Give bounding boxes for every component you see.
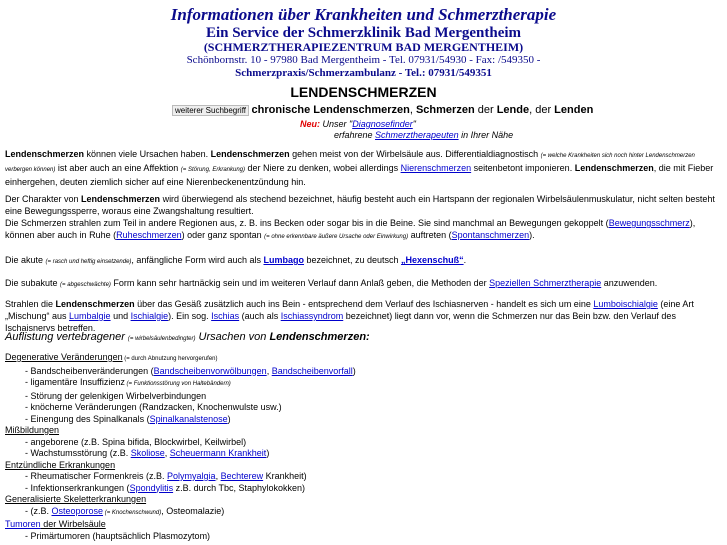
ruheschmerzen-link[interactable]: Ruheschmerzen [116, 230, 182, 240]
bold-term: Lendenschmerzen [81, 194, 161, 204]
text: - Rheumatischer Formenkreis (z.B. [25, 471, 168, 481]
bechterew-link[interactable]: Bechterew [220, 471, 264, 481]
text: bezeichnet, zu deutsch [303, 255, 402, 265]
text: über das Gesäß zusätzlich auch ins Bein - entsprechend dem Verlauf des Ischiasnerven - handelt es sich um eine [134, 299, 594, 309]
text: Auflistung vertebragener [5, 331, 128, 343]
paragraph-subacute [5, 277, 720, 291]
bold-term: Lendenschmerzen [5, 149, 85, 159]
ischiassyndrom-link[interactable]: Ischiassyndrom [280, 311, 344, 321]
paragraph-acute [5, 254, 720, 268]
explanation: (= rasch und heftig einsetzende) [45, 259, 132, 265]
explanation: (= ohne erkennbare äußere Ursache oder Einwirkung) [264, 234, 409, 240]
bandscheibenvorfall-link[interactable]: Bandscheibenvorfall [271, 365, 353, 376]
list-group [5, 352, 720, 366]
lumboischialgie-link[interactable]: Lumboischialgie [593, 299, 658, 309]
list-group [5, 460, 720, 472]
ischias-link[interactable]: Ischias [211, 311, 240, 321]
skoliose-link[interactable]: Skoliose [130, 448, 165, 458]
search-term: Schmerzen [415, 104, 475, 116]
banner-address: Schönbornstr. 10 - 97980 Bad Mergentheim - Tel. 07931/54930 - Fax: /549350 - [186, 54, 541, 66]
text: - (z.B. [25, 505, 52, 516]
text: ), können aber auch in Ruhe ( [5, 218, 696, 240]
text: seitenbetont imponieren. [471, 163, 575, 173]
list-item [5, 377, 720, 391]
explanation: (= Knochenschwund) [103, 509, 162, 516]
text: " [412, 119, 416, 129]
paragraph-causes [5, 148, 720, 188]
explanation: (= abgeschwächte) [60, 282, 111, 288]
causes-list [5, 352, 720, 542]
explanation: (= Funktionsstörung von Haltebändern) [124, 381, 231, 387]
text: ) oder ganz spontan [181, 230, 265, 240]
hexenschuss-link[interactable]: „Hexenschuß“ [401, 255, 464, 265]
bold-term: Lendenschmerzen [55, 299, 135, 309]
nierenschmerzen-link[interactable]: Nierenschmerzen [400, 163, 472, 173]
text: auftreten ( [408, 230, 452, 240]
text: Unser " [320, 119, 353, 129]
bandscheibenvorwoelbungen-link[interactable]: Bandscheibenvorwölbungen [153, 365, 267, 376]
banner-subtitle: Ein Service der Schmerzklinik Bad Mergentheim [205, 25, 522, 41]
list-item: - angeborene (z.B. Spina bifida, Blockwirbel, Keilwirbel) [25, 436, 247, 447]
paragraph-character [5, 193, 720, 243]
spezielle-schmerztherapie-link[interactable]: Speziellen Schmerztherapie [489, 278, 602, 288]
text: ) [352, 365, 356, 376]
ischialgie-link[interactable]: Ischialgie [130, 311, 169, 321]
therapists-notice [334, 129, 513, 141]
text: Strahlen die [5, 299, 56, 309]
text: Die akute [5, 255, 46, 265]
text: erfahrene [334, 130, 376, 140]
banner-phone: Schmerzpraxis/Schmerzambulanz - Tel.: 07931/549351 [235, 67, 492, 79]
text: ). [529, 230, 535, 240]
text: (auch als [239, 311, 281, 321]
text: und [110, 311, 131, 321]
text: , Osteomalazie) [161, 505, 225, 516]
page-title: LENDENSCHMERZEN [290, 84, 437, 100]
tumoren-link[interactable]: Tumoren [5, 519, 41, 529]
new-label: Neu: [300, 119, 320, 129]
sep: , der [529, 104, 555, 116]
search-term: Lende [496, 104, 530, 116]
explanation: (= wirbelsäulenbedingter) [127, 336, 196, 342]
list-item [5, 506, 720, 520]
text: können viele Ursachen haben. [84, 149, 211, 159]
banner-title: Informationen über Krankheiten und Schmerztherapie [170, 5, 557, 24]
explanation: (= Störung, Erkrankung) [180, 167, 245, 173]
text: , [164, 448, 170, 458]
bold-term: Lendenschmerzen [210, 149, 290, 159]
scheuermann-link[interactable]: Scheuermann Krankheit [169, 448, 267, 458]
osteoporose-link[interactable]: Osteoporose [51, 505, 104, 516]
list-heading [5, 330, 720, 346]
text: ist aber auch an eine Affektion [55, 163, 181, 173]
text: Krankheit) [263, 471, 307, 481]
group-title: Generalisierte Skeletterkrankungen [5, 494, 147, 504]
bewegungsschmerz-link[interactable]: Bewegungsschmerz [608, 218, 690, 228]
text: Form kann sehr hartnäckig sein und im weiteren Verlauf dann Anlaß geben, die Methoden der [110, 278, 490, 288]
text: bezeichnet) liegt dann vor, wenn die Schmerzen nur das Bein bzw. den Verlauf des Ischaisnervs betreffen. [5, 311, 676, 333]
lumbago-link[interactable]: Lumbago [263, 255, 304, 265]
polymyalgia-link[interactable]: Polymyalgia [167, 471, 216, 481]
list-item [5, 414, 720, 426]
text: . [463, 255, 467, 265]
text: der Niere zu denken, wobei allerdings [245, 163, 401, 173]
text: ). Ein sog. [168, 311, 212, 321]
text: anzuwenden. [601, 278, 658, 288]
list-group [5, 425, 720, 437]
text: , [215, 471, 221, 481]
list-item: - knöcherne Veränderungen (Randzacken, Knochenwulste usw.) [25, 402, 282, 412]
text: - Bandscheibenveränderungen ( [25, 365, 154, 376]
list-item [5, 366, 720, 378]
list-item [5, 483, 720, 495]
bold-term: Lendenschmerzen [574, 163, 654, 173]
text: (eine Art „Mischung“ aus [5, 299, 694, 321]
sep: , [409, 104, 416, 116]
text: , anfängliche Form wird auch als [131, 255, 264, 265]
text: Der Charakter von [5, 194, 82, 204]
group-title: der Wirbelsäule [40, 519, 106, 529]
group-title: Mißbildungen [5, 425, 60, 435]
diagnosefinder-link[interactable]: Diagnosefinder [352, 119, 413, 129]
text: gehen meist von der Wirbelsäule aus. Differentialdiagnostisch [289, 149, 541, 159]
list-group [5, 519, 720, 531]
search-term: chronische Lendenschmerzen [251, 104, 410, 116]
text: - Einengung des Spinalkanals ( [25, 413, 150, 424]
text: , die mit Fieber einhergehen, deuten ziemlich sicher auf eine Nierenbeckenentzündung hin. [5, 163, 714, 187]
spontanschmerzen-link[interactable]: Spontanschmerzen [451, 230, 530, 240]
search-label: weiterer Suchbegriff [172, 105, 249, 116]
list-item: - Primärtumoren (hauptsächlich Plasmozytom) [25, 530, 211, 541]
search-terms [172, 104, 593, 117]
spinalkanalstenose-link[interactable]: Spinalkanalstenose [149, 413, 228, 424]
header-banner [153, 4, 574, 79]
text: , [266, 365, 272, 376]
text: - Wachstumsstörung (z.B. [25, 448, 131, 458]
explanation: (= durch Abnutzung hervorgerufen) [122, 356, 218, 362]
group-title: Degenerative Veränderungen [5, 352, 123, 362]
sep: der [474, 104, 497, 116]
list-item [5, 471, 720, 483]
text: - ligamentäre Insuffizienz [25, 377, 125, 387]
therapists-link[interactable]: Schmerztherapeuten [375, 130, 459, 140]
text: Ursachen von [195, 331, 270, 343]
text: Die subakute [5, 278, 61, 288]
explanation: (= welche Krankheiten sich noch hinter Lendenschmerzen verbergen können) [5, 153, 695, 173]
bold-term: Lendenschmerzen: [269, 331, 370, 343]
text: Die Schmerzen strahlen zum Teil in andere Regionen aus, z. B. ins Becken oder sogar bis in die Beine. Sie sind manchmal an Bewegungen gekoppelt ( [5, 218, 609, 228]
list-group [5, 494, 720, 506]
text: z.B. durch Tbc, Staphylokokken) [173, 482, 305, 493]
banner-center-name: (SCHMERZTHERAPIEZENTRUM BAD MERGENTHEIM) [203, 40, 524, 54]
lumbalgie-link[interactable]: Lumbalgie [69, 311, 111, 321]
text: ) [227, 413, 231, 424]
spondylitis-link[interactable]: Spondylitis [129, 482, 174, 493]
text: wird überwiegend als stechend bezeichnet, häufig besteht auch ein Hartspann der regionalen Wirbelsäulenmuskulatur, nicht selten besteht eine Bewegungssperre, woraus eine Zwangshaltung resultiert. [5, 194, 715, 216]
group-title: Entzündliche Erkrankungen [5, 459, 116, 470]
list-item [5, 448, 720, 460]
text: - Infektionserkrankungen ( [25, 482, 130, 493]
paragraph-radiating [5, 298, 720, 334]
text: in Ihrer Nähe [458, 130, 514, 140]
list-item: - Störung der gelenkigen Wirbelverbindungen [25, 390, 207, 401]
search-term: Lenden [554, 104, 594, 116]
text: ) [266, 448, 270, 458]
